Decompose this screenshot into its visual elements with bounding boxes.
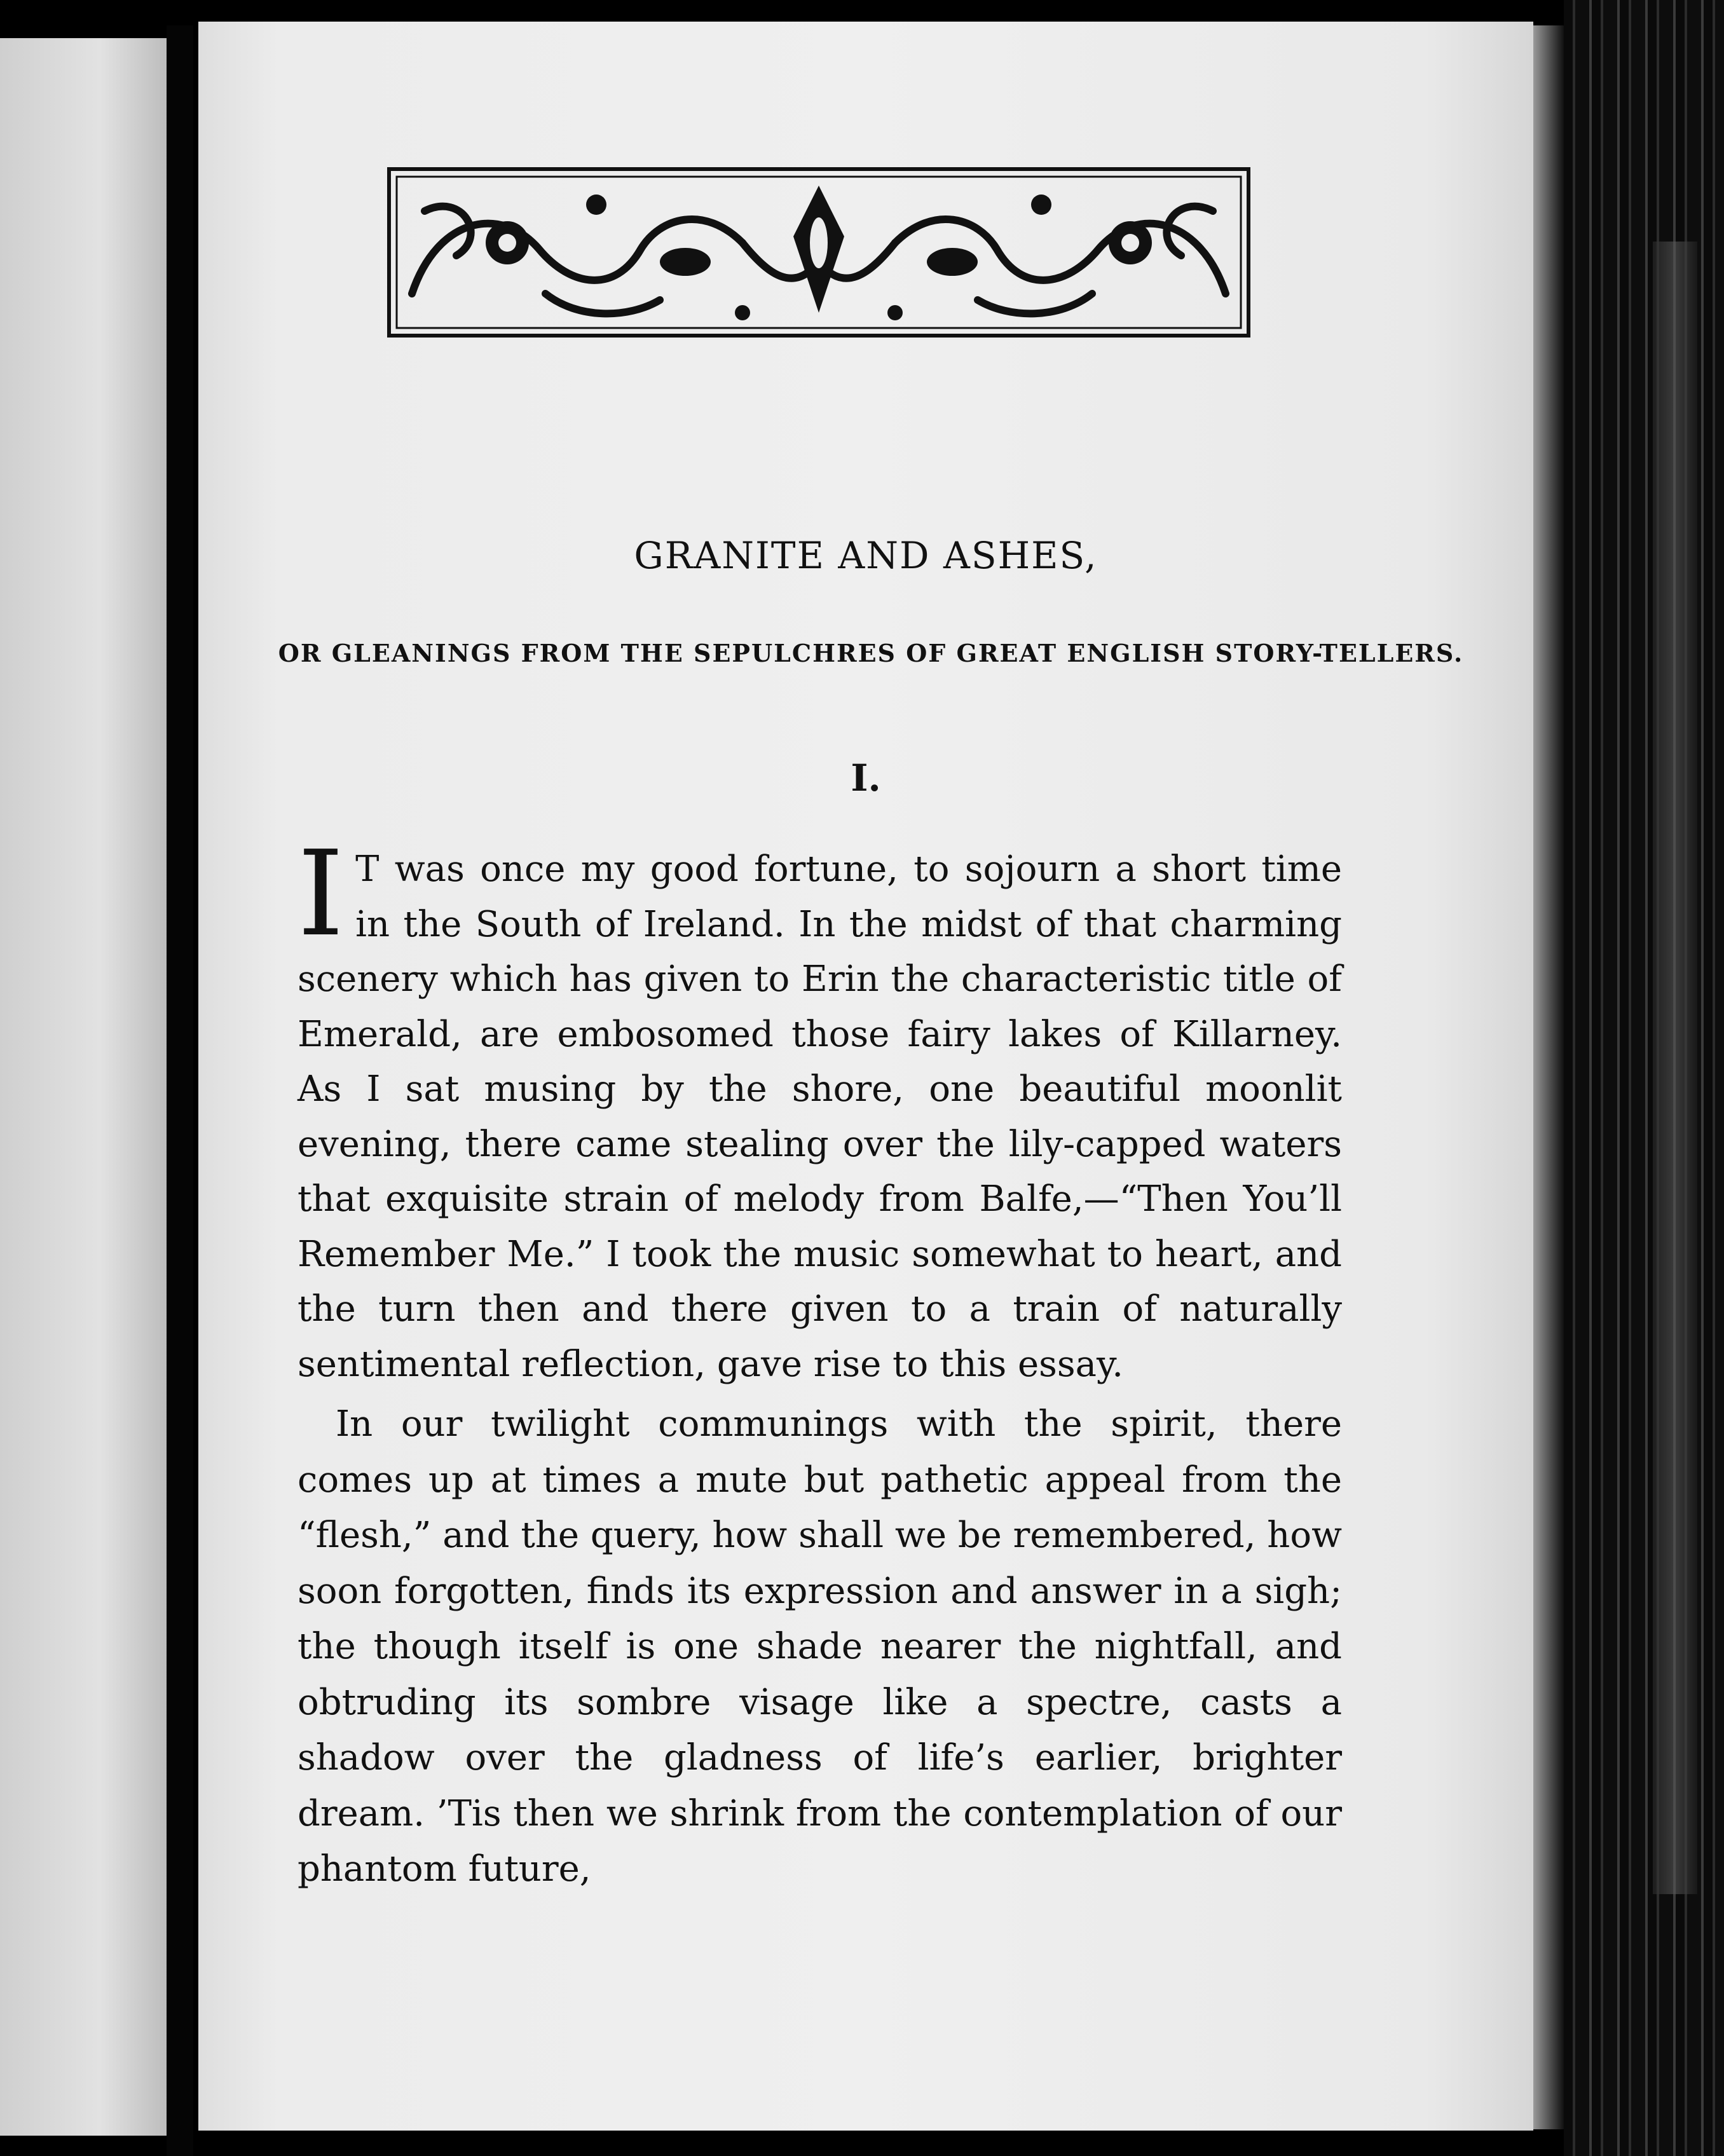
page-edge-shadow	[1533, 25, 1564, 2129]
paragraph-1	[298, 825, 1342, 1392]
essay-title: GRANITE AND ASHES,	[634, 534, 1098, 577]
section-number: I.	[851, 756, 881, 800]
paragraph-2: In our twilight communings with the spirit, there comes up at times a mute but pathetic appeal from the “flesh,” and the query, how shall we be remembered, how soon forgotten, finds its expression and answer in a sigh; the though itself is one shade nearer the nightfall, and obtruding its sombre visage like a spectre, casts a shadow over the gladness of life’s earlier, brighter dream. ’Tis then we shrink from the contemplation of our phantom future,	[298, 1403, 1342, 1890]
essay-subtitle: OR GLEANINGS FROM THE SEPULCHRES OF GREAT ENGLISH STORY-TELLERS.	[278, 639, 1464, 667]
paragraph-1-text: T was once my good fortune, to sojourn a short time in the South of Ireland. In the midst of that charming scenery which has given to Erin the characteristic title of Emerald, are embosomed those fairy lakes of Killarney. As I sat musing by the shore, one beautiful moonlit evening, there came stealing over the lily-capped waters that exquisite strain of melody from Balfe,—“Then You’ll Remember Me.” I took the music somewhat to heart, and the turn then and there given to a train of naturally sentimental reflection, gave rise to this essay.	[298, 849, 1342, 1385]
binding-highlight	[1653, 242, 1697, 1894]
book-binding-edge	[1564, 0, 1724, 2156]
previous-page-edge	[0, 38, 167, 2136]
book-gutter	[167, 25, 193, 2156]
drop-cap: I	[298, 825, 345, 962]
floral-headpiece-ornament	[387, 167, 1251, 338]
